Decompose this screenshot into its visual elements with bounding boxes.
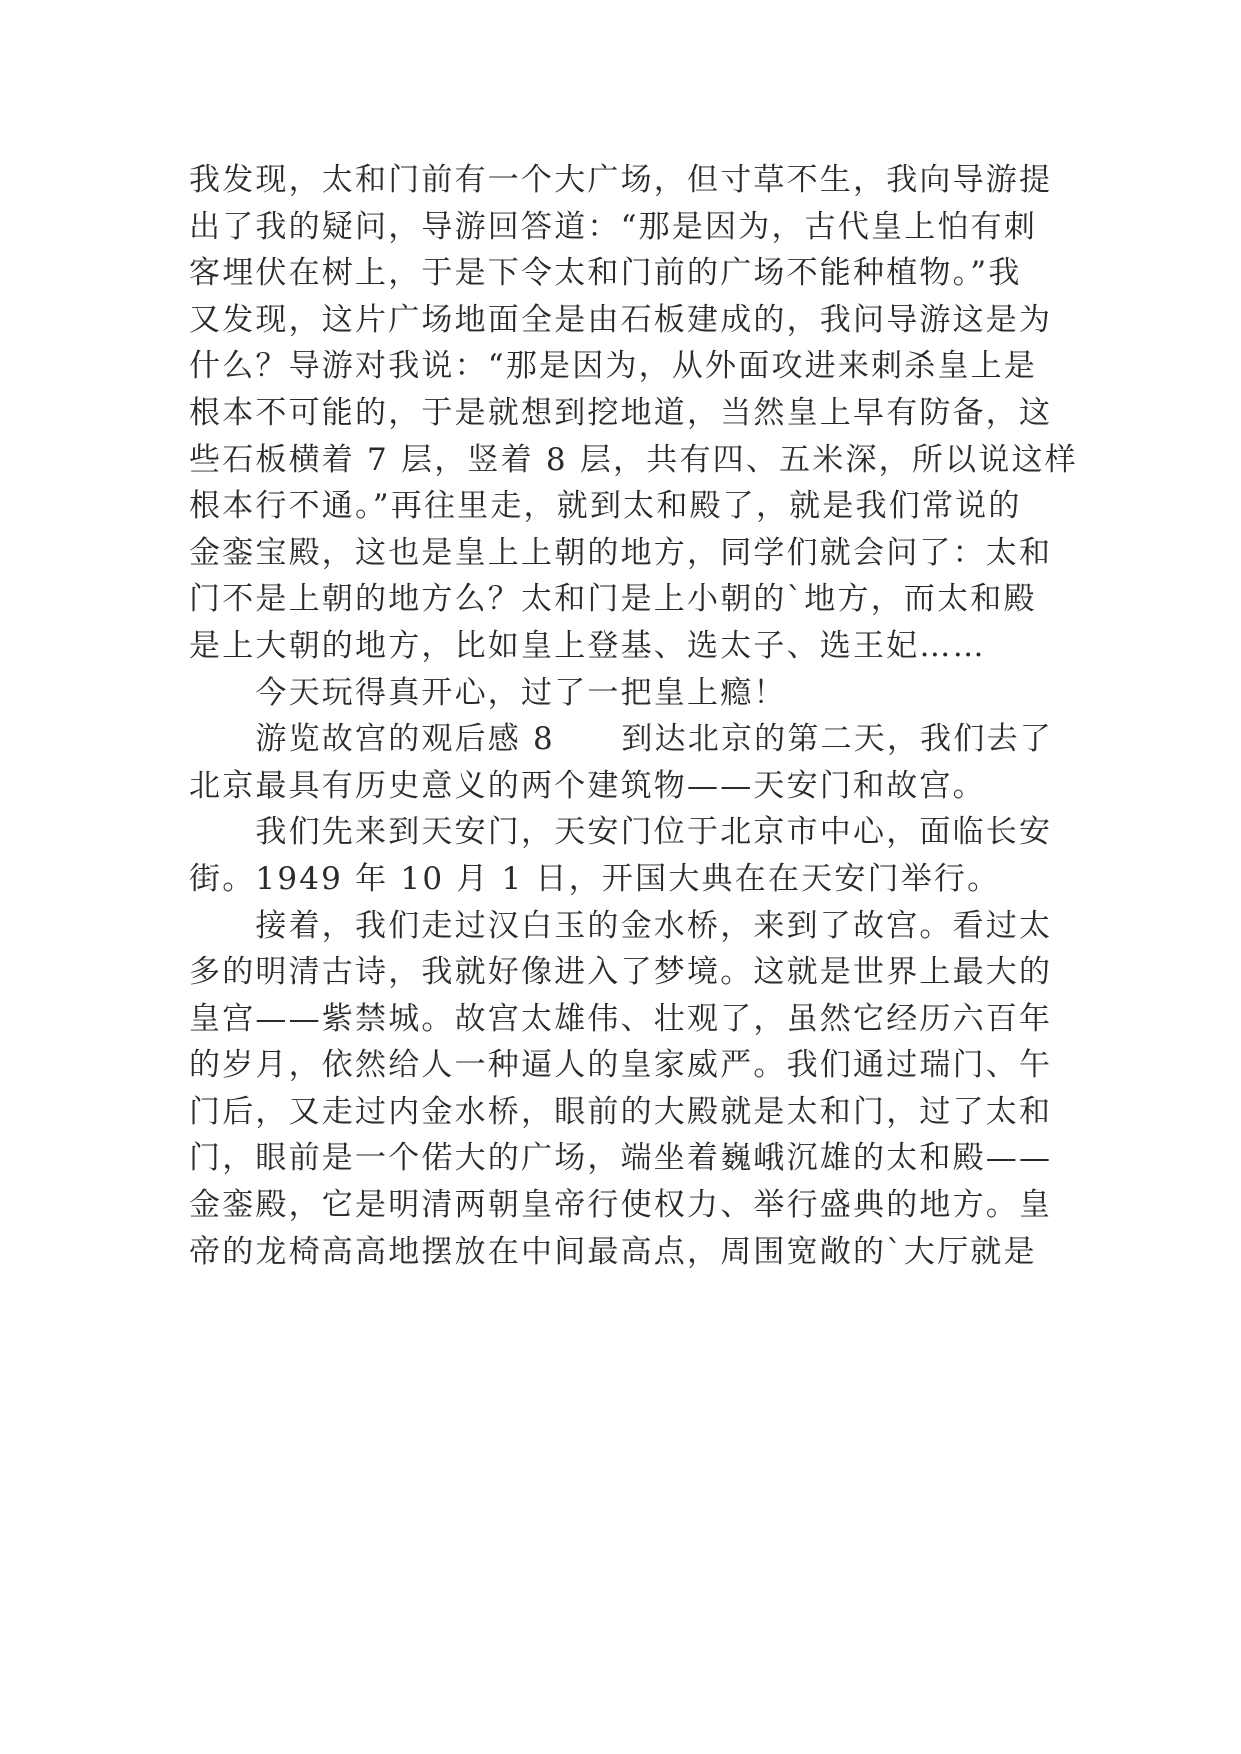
text-line: 出了我的疑问，导游回答道：“那是因为，古代皇上怕有刺: [189, 208, 1038, 245]
text-line: 门，眼前是一个偌大的广场，端坐着巍峨沉雄的太和殿——: [189, 1140, 1053, 1177]
text-line: 客埋伏在树上，于是下令太和门前的广场不能种植物。”我: [189, 255, 1022, 292]
text-line: 金銮宝殿，这也是皇上上朝的地方，同学们就会问了：太和: [189, 534, 1053, 571]
paragraph-start: 游览故宫的观后感 8 到达北京的第二天，我们去了: [189, 721, 1053, 758]
text-line: 什么？导游对我说：“那是因为，从外面攻进来刺杀皇上是: [189, 348, 1038, 385]
paragraph-start: 接着，我们走过汉白玉的金水桥，来到了故宫。看过太: [189, 907, 1053, 944]
text-line: 皇宫——紫禁城。故宫太雄伟、壮观了，虽然它经历六百年: [189, 1000, 1053, 1037]
paragraph-start: 今天玩得真开心，过了一把皇上瘾！: [189, 674, 787, 711]
text-line: 的岁月，依然给人一种逼人的皇家威严。我们通过瑞门、午: [189, 1047, 1053, 1084]
text-line: 多的明清古诗，我就好像进入了梦境。这就是世界上最大的: [189, 954, 1053, 991]
text-line: 是上大朝的地方，比如皇上登基、选太子、选王妃……: [189, 627, 986, 664]
text-line: 些石板横着 7 层，竖着 8 层，共有四、五米深，所以说这样: [189, 441, 1078, 478]
paragraph-start: 我们先来到天安门，天安门位于北京市中心，面临长安: [189, 814, 1053, 851]
text-line: 帝的龙椅高高地摆放在中间最高点，周围宽敞的`大厅就是: [189, 1233, 1037, 1270]
text-line: 根本行不通。”再往里走，就到太和殿了，就是我们常说的: [189, 488, 1022, 525]
text-line: 根本不可能的，于是就想到挖地道，当然皇上早有防备，这: [189, 394, 1053, 431]
text-line: 我发现，太和门前有一个大广场，但寸草不生，我向导游提: [189, 162, 1053, 198]
text-line: 门后，又走过内金水桥，眼前的大殿就是太和门，过了太和: [189, 1093, 1053, 1130]
body-text: [189, 157, 1078, 1275]
text-line: 街。1949 年 10 月 1 日，开国大典在在天安门举行。: [189, 860, 1001, 897]
text-line: 金銮殿，它是明清两朝皇帝行使权力、举行盛典的地方。皇: [189, 1187, 1053, 1224]
text-line: 又发现，这片广场地面全是由石板建成的，我问导游这是为: [189, 301, 1053, 338]
text-line: 门不是上朝的地方么？太和门是上小朝的`地方，而太和殿: [189, 581, 1037, 618]
text-line: 北京最具有历史意义的两个建筑物——天安门和故宫。: [189, 767, 986, 804]
